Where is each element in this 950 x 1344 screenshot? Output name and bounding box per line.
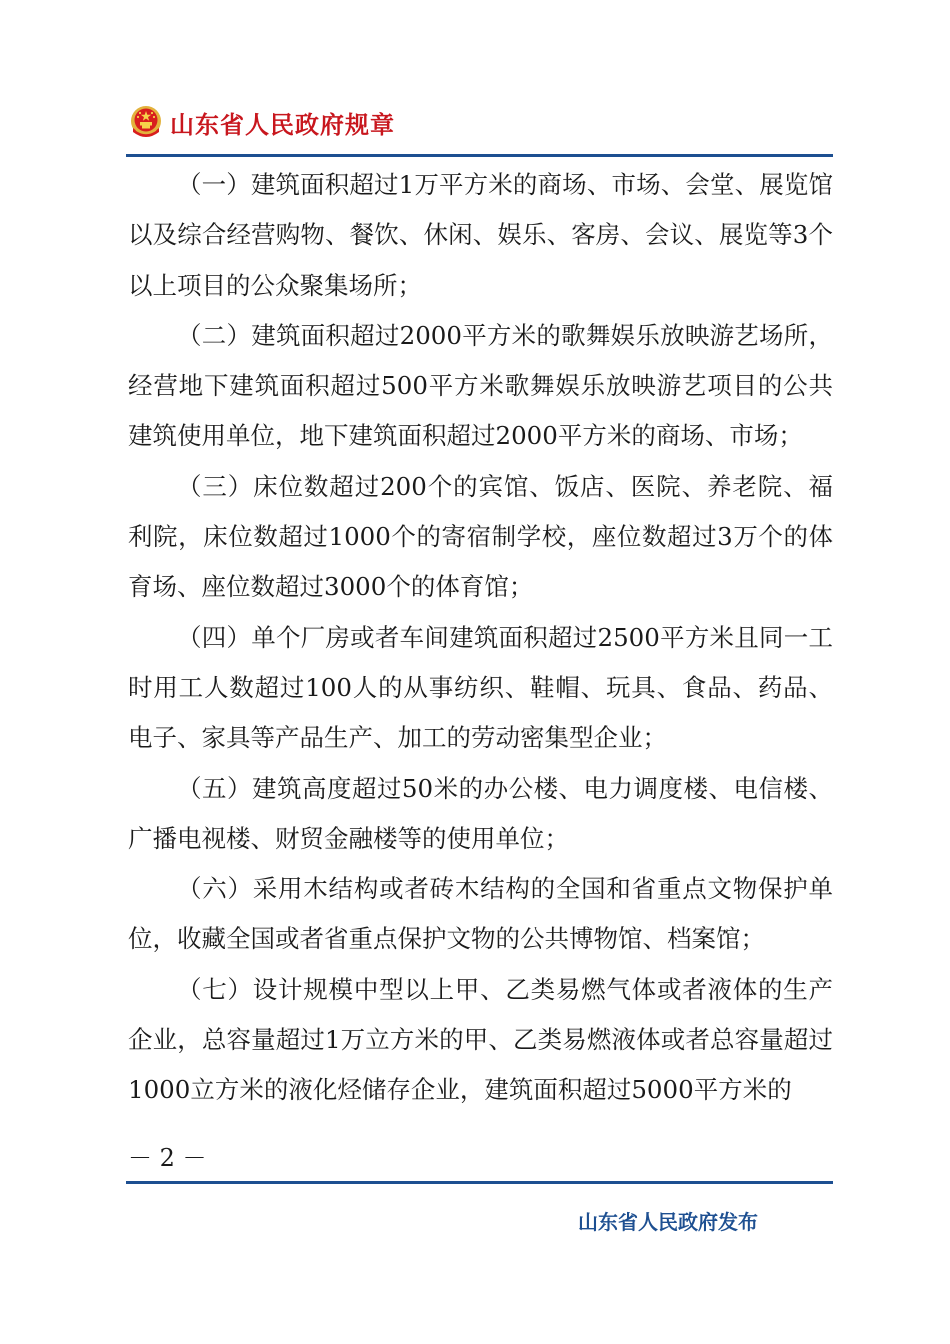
clause-6: （六）采用木结构或者砖木结构的全国和省重点文物保护单位，收藏全国或者省重点保护文物的公共博物馆、档案馆； (128, 874, 833, 954)
clause-4: （四）单个厂房或者车间建筑面积超过2500平方米且同一工时用工人数超过100人的从事纺织、鞋帽、玩具、食品、药品、电子、家具等产品生产、加工的劳动密集型企业； (128, 622, 833, 753)
page-number: － 2 － (128, 1144, 207, 1172)
footer-divider (126, 1181, 833, 1184)
clause-2: （二）建筑面积超过2000平方米的歌舞娱乐放映游艺场所，经营地下建筑面积超过500平方米歌舞娱乐放映游艺项目的公共建筑使用单位，地下建筑面积超过2000平方米的商场、市场； (128, 320, 833, 451)
national-emblem-icon (128, 104, 164, 140)
document-body (128, 160, 833, 1116)
clause-1: （一）建筑面积超过1万平方米的商场、市场、会堂、展览馆以及综合经营购物、餐饮、休闲、娱乐、客房、会议、展览等3个以上项目的公众聚集场所； (128, 170, 833, 300)
clause-3: （三）床位数超过200个的宾馆、饭店、医院、养老院、福利院，床位数超过1000个的寄宿制学校，座位数超过3万个的体育场、座位数超过3000个的体育馆； (128, 471, 833, 602)
clause-7: （七）设计规模中型以上甲、乙类易燃气体或者液体的生产企业，总容量超过1万立方米的甲、乙类易燃液体或者总容量超过1000立方米的液化烃储存企业，建筑面积超过5000平方米的 (128, 974, 833, 1105)
header-divider (126, 154, 833, 157)
document-header (128, 100, 395, 144)
regulation-header-title: 山东省人民政府规章 (170, 110, 395, 139)
clause-5: （五）建筑高度超过50米的办公楼、电力调度楼、电信楼、广播电视楼、财贸金融楼等的使用单位； (128, 773, 833, 853)
footer-publisher: 山东省人民政府发布 (578, 1210, 758, 1234)
